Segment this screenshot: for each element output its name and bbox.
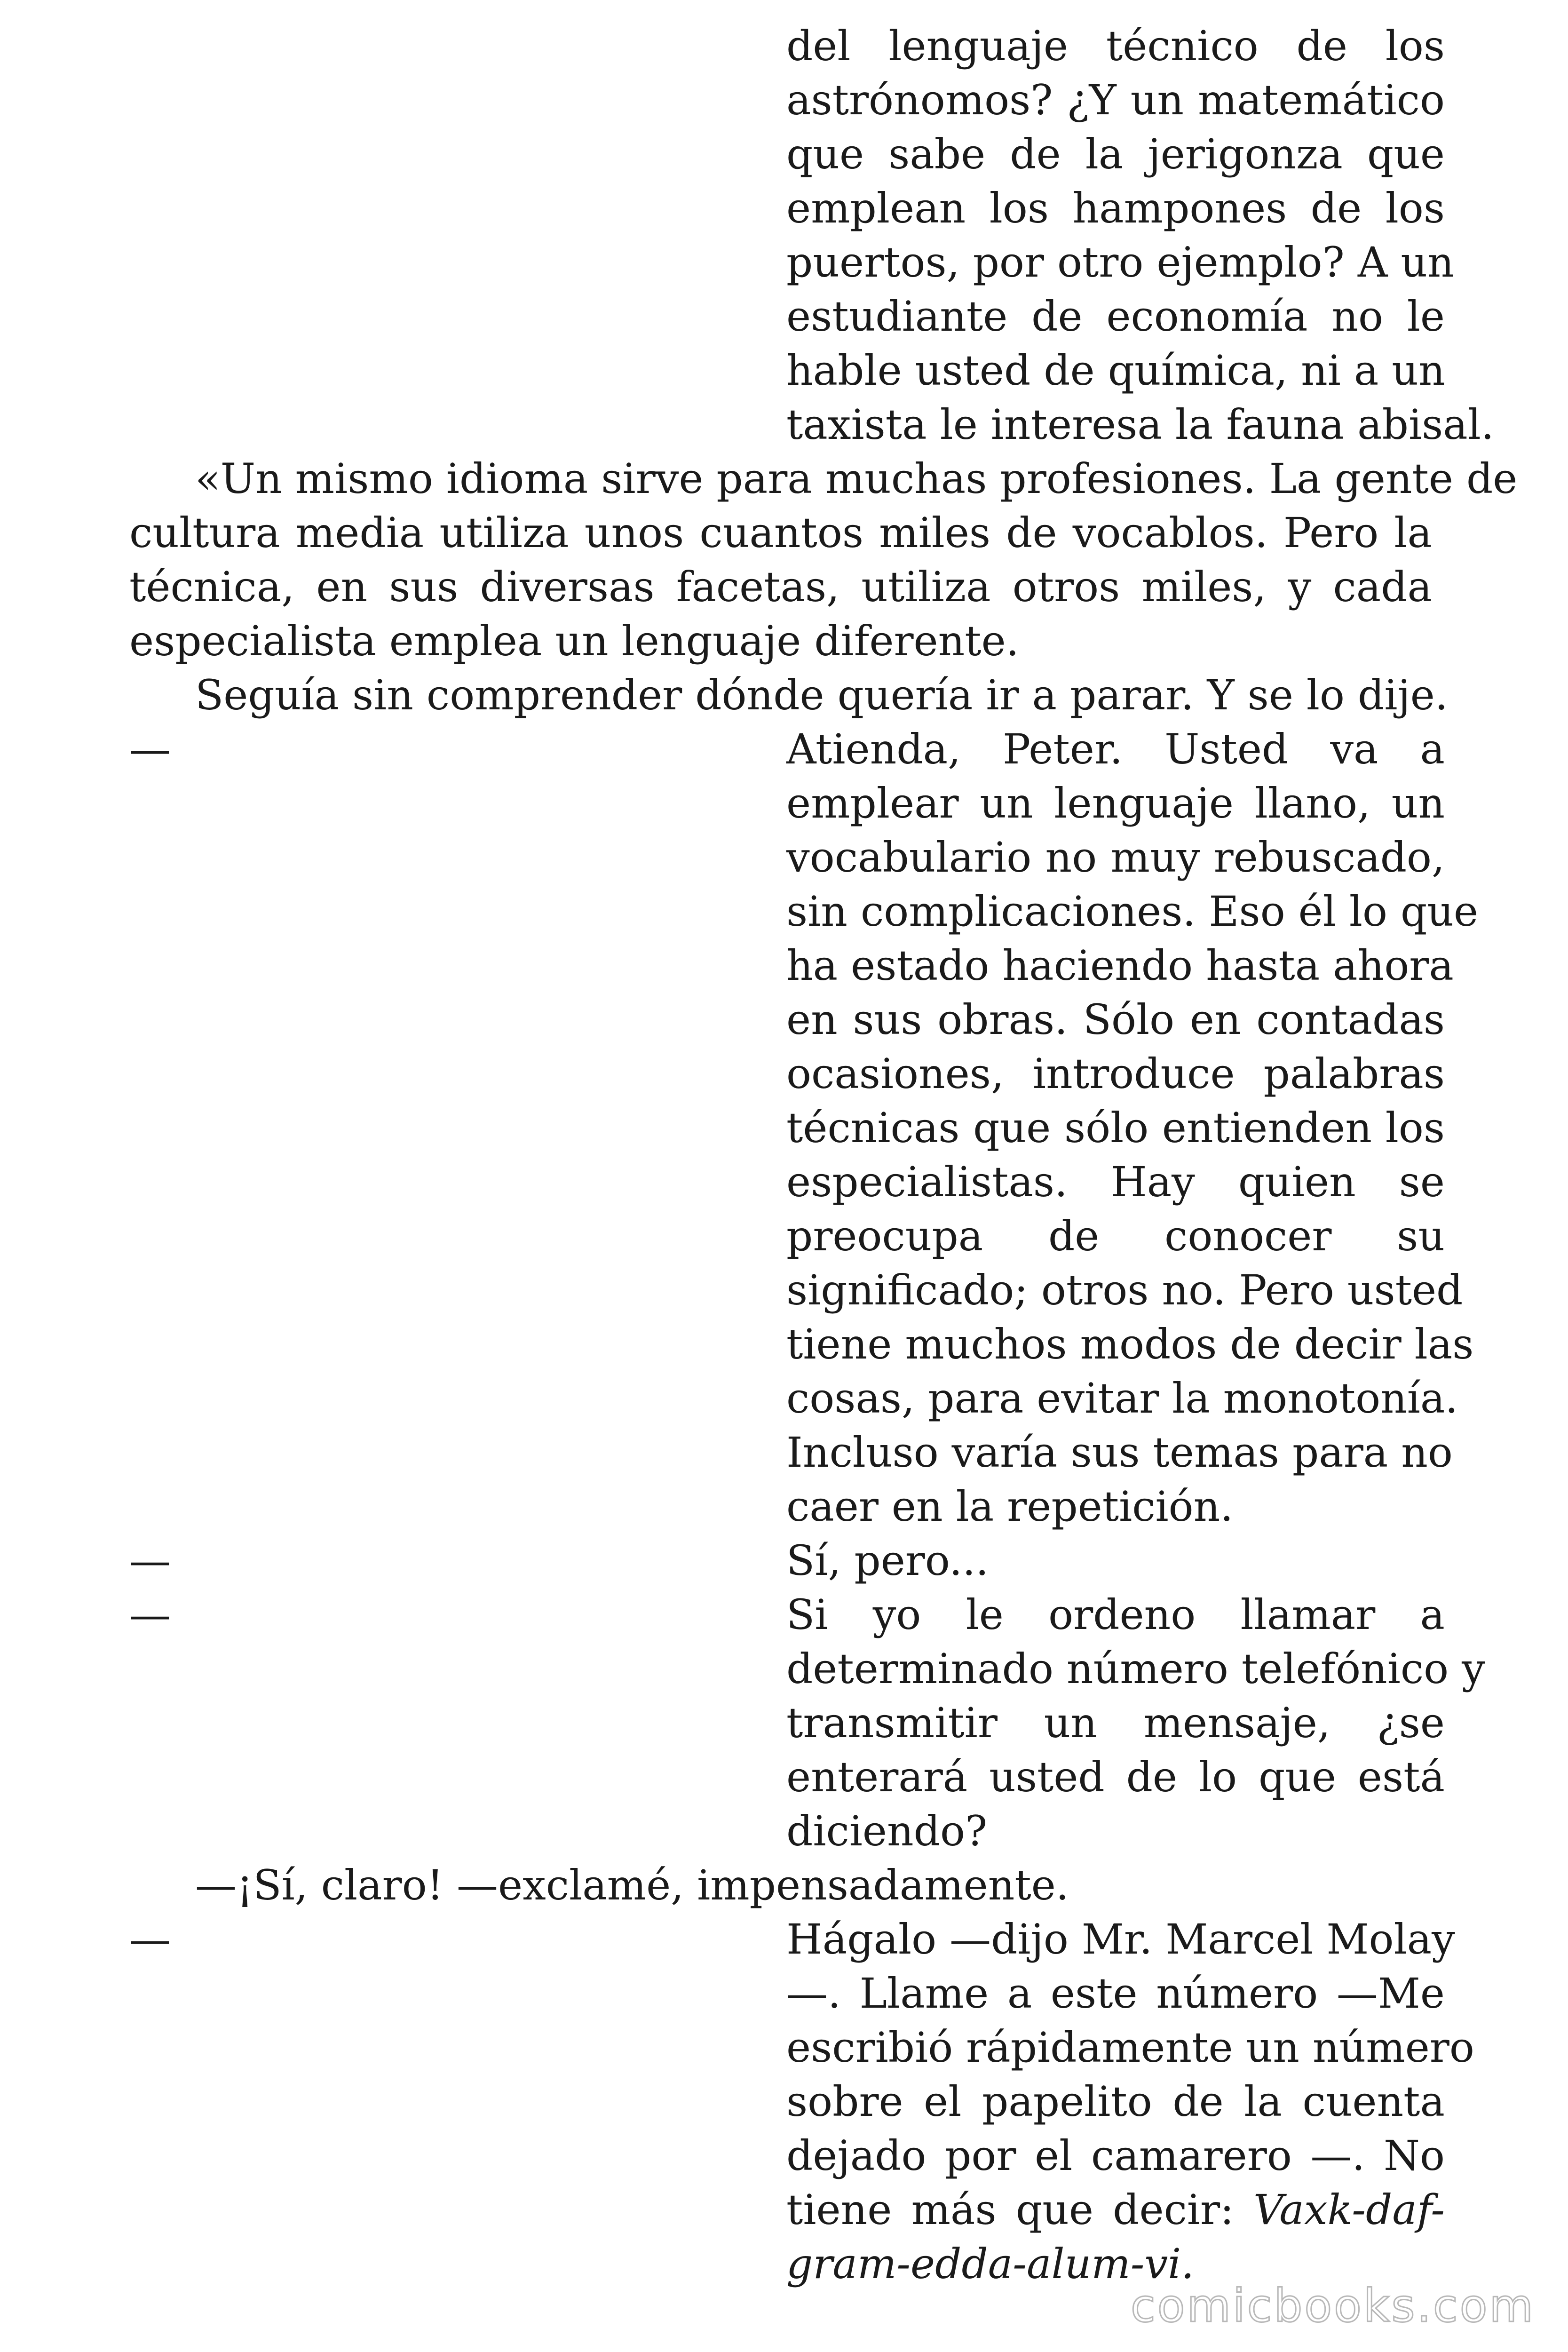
text-line: especialista emplea un lenguaje diferente. (129, 617, 1019, 665)
dialogue-dash: — (129, 1536, 171, 1585)
text-line: Hágalo —dijo Mr. Marcel Molay (786, 1915, 1455, 1963)
paragraph-si-claro (129, 1858, 1432, 1912)
text-line: ha estado haciendo hasta ahora (786, 941, 1454, 990)
dialogue-dash: — (129, 1915, 171, 1963)
italic-code-word: Vaxk-daf- (1253, 2185, 1445, 2234)
text-line: puertos, por otro ejemplo? A un (786, 238, 1454, 286)
text-line: especialistas. Hay quien se (786, 1158, 1445, 1206)
text-line: enterará usted de lo que está (786, 1753, 1445, 1801)
text-line: cultura media utiliza unos cuantos miles de vocablos. Pero la (129, 509, 1432, 557)
text-line: que sabe de la jerigonza que (786, 130, 1445, 178)
text-line-with-italic (786, 2183, 1445, 2237)
text-line: vocabulario no muy rebuscado, (786, 833, 1445, 882)
text-line: Si yo le ordeno llamar a (786, 1590, 1445, 1639)
text-line: Seguía sin comprender dónde quería ir a parar. Y se lo dije. (195, 671, 1448, 719)
paragraph-si-yo (786, 1588, 1485, 1858)
text-line: ocasiones, introduce palabras (786, 1049, 1445, 1098)
text-line: tiene muchos modos de decir las (786, 1320, 1474, 1368)
text-line: significado; otros no. Pero usted (786, 1266, 1463, 1314)
dialogue-dash: — (129, 725, 171, 773)
text-line: hable usted de química, ni a un (786, 346, 1445, 395)
site-watermark: comicbooks.com (1130, 2280, 1535, 2332)
paragraph-si-pero (786, 1534, 1445, 1588)
text-line: sobre el papelito de la cuenta (786, 2077, 1445, 2126)
text-line: taxista le interesa la fauna abisal. (786, 400, 1494, 449)
text-line: Incluso varía sus temas para no (786, 1428, 1453, 1477)
paragraph-continuation (786, 19, 1494, 452)
text-line: emplean los hampones de los (786, 184, 1445, 232)
text-line: «Un mismo idioma sirve para muchas profesiones. La gente de (195, 454, 1518, 503)
paragraph-atienda (786, 722, 1479, 1534)
text-line: preocupa de conocer su (786, 1212, 1445, 1260)
text-line: dejado por el camarero —. No (786, 2131, 1445, 2180)
text-line: transmitir un mensaje, ¿se (786, 1699, 1445, 1747)
text-line: —¡Sí, claro! —exclamé, impensadamente. (195, 1861, 1069, 1909)
text-line: sin complicaciones. Eso él lo que (786, 887, 1479, 936)
text-line: Sí, pero... (786, 1536, 989, 1585)
text-line: emplear un lenguaje llano, un (786, 779, 1445, 827)
text-line: diciendo? (786, 1807, 988, 1855)
text-line: —. Llame a este número —Me (786, 1969, 1445, 2018)
text-line: técnicas que sólo entienden los (786, 1104, 1445, 1152)
text-line: técnica, en sus diversas facetas, utiliza otros miles, y cada (129, 563, 1432, 611)
text-line: caer en la repetición. (786, 1482, 1234, 1531)
paragraph-hagalo (786, 1912, 1474, 2291)
text-line: del lenguaje técnico de los (786, 22, 1445, 70)
dialogue-dash: — (129, 1590, 171, 1639)
text-line: en sus obras. Sólo en contadas (786, 995, 1445, 1044)
text-line: estudiante de economía no le (786, 292, 1445, 341)
text-segment: tiene más que decir: (786, 2185, 1234, 2234)
text-line: astrónomos? ¿Y un matemático (786, 76, 1445, 124)
text-line: Atienda, Peter. Usted va a (786, 725, 1445, 773)
text-line: determinado número telefónico y (786, 1645, 1485, 1693)
paragraph-idioma (129, 452, 1518, 668)
italic-code-word: gram-edda-alum-vi. (786, 2240, 1195, 2288)
text-line: cosas, para evitar la monotonía. (786, 1374, 1458, 1422)
text-line: escribió rápidamente un número (786, 2023, 1474, 2072)
paragraph-seguia (129, 668, 1448, 722)
